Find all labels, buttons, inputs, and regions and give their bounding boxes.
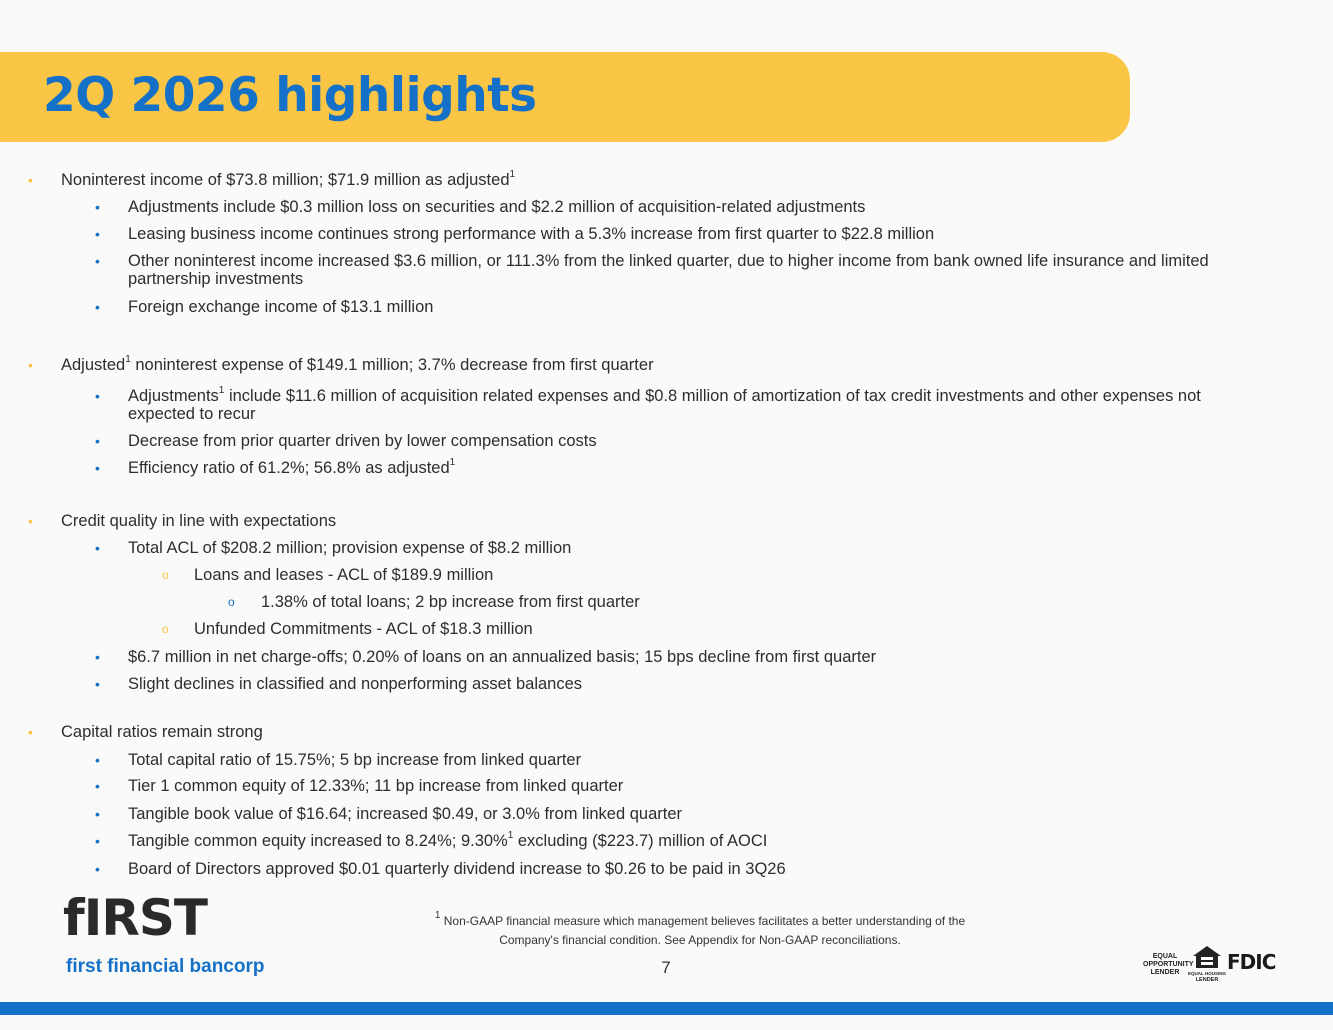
svg-text:EQUAL HOUSING: EQUAL HOUSING [1188, 971, 1226, 976]
sub-item: Other noninterest income increased $3.6 million, or 111.3% from the linked quarter, due to higher income from bank owned life insurance and limited partnership investments [128, 252, 1209, 288]
title-banner [0, 52, 1130, 142]
bullet-text: excluding ($223.7) million of AOCI [513, 832, 768, 850]
sub-item: Leasing business income continues strong performance with a 5.3% increase from first quarter to $22.8 million [128, 225, 935, 243]
sub-item: Tier 1 common equity of 12.33%; 11 bp increase from linked quarter [128, 777, 624, 795]
sub-bullet: • [95, 778, 100, 794]
sub-bullet: • [95, 299, 100, 315]
company-name: first financial bancorp [66, 956, 265, 977]
svg-text:LENDER: LENDER [1195, 977, 1219, 983]
sub-bullet: • [95, 649, 100, 665]
footnote-ref: 1 [434, 910, 441, 921]
bullet-noninterest-income [61, 171, 515, 189]
sub-bullet: • [95, 861, 100, 877]
bullet: • [28, 172, 33, 188]
equal-housing-lender-icon [1188, 944, 1226, 983]
bottom-bar [0, 1002, 1333, 1015]
sub-bullet: • [95, 540, 100, 556]
sub-bullet: • [95, 833, 100, 849]
footnote [400, 912, 1000, 950]
sub-sub-bullet: o [162, 568, 169, 582]
page-number: 7 [661, 958, 671, 977]
sub-sub-sub-item: 1.38% of total loans; 2 bp increase from first quarter [261, 593, 640, 611]
sub-item: Total capital ratio of 15.75%; 5 bp increase from linked quarter [128, 751, 582, 769]
bullet-text: Tangible common equity increased to 8.24%; 9.30% [128, 832, 508, 850]
sub-bullet: • [95, 199, 100, 215]
sub-item [128, 832, 767, 850]
bullet: • [28, 724, 33, 740]
sub-item: Total ACL of $208.2 million; provision expense of $8.2 million [128, 539, 572, 557]
sub-bullet: • [95, 226, 100, 242]
sub-bullet: • [95, 752, 100, 768]
bullet: • [28, 357, 33, 373]
footnote-ref: 1 [218, 385, 225, 396]
footnote-text: Company's financial condition. See Appendix for Non-GAAP reconciliations. [499, 933, 901, 947]
sub-item: Decrease from prior quarter driven by lower compensation costs [128, 432, 597, 450]
sub-bullet: • [95, 253, 100, 269]
bullet: • [28, 513, 33, 529]
sub-bullet: • [95, 433, 100, 449]
sub-item: Adjustments include $0.3 million loss on securities and $2.2 million of acquisition-related adjustments [128, 198, 866, 216]
bullet-text: noninterest expense of $149.1 million; 3.7% decrease from first quarter [130, 356, 654, 374]
footnote-text: Non-GAAP financial measure which management believes facilitates a better understanding of the [440, 914, 966, 928]
sub-sub-item: Unfunded Commitments - ACL of $18.3 million [194, 620, 533, 638]
bullet-credit: Credit quality in line with expectations [61, 512, 337, 530]
sub-item: Slight declines in classified and nonperforming asset balances [128, 675, 583, 693]
first-logo: fIRST [63, 889, 207, 947]
bullet-text: include $11.6 million of acquisition related expenses and $0.8 million of amortization of tax credit investments and other expenses not expected to recur [128, 387, 1201, 423]
sub-item: Tangible book value of $16.64; increased $0.49, or 3.0% from linked quarter [128, 805, 683, 823]
fdic-logo: FDIC [1227, 950, 1276, 974]
sub-bullet: • [95, 806, 100, 822]
bullet-text: Adjusted [61, 356, 126, 374]
sub-bullet: • [95, 460, 100, 476]
sub-item: Board of Directors approved $0.01 quarterly dividend increase to $0.26 to be paid in 3Q26 [128, 860, 786, 878]
sub-item [128, 387, 1258, 423]
bullet-text: Efficiency ratio of 61.2%; 56.8% as adjusted [128, 459, 450, 477]
sub-sub-bullet: o [162, 622, 169, 636]
page-title: 2Q 2026 highlights [43, 68, 537, 123]
bullet-expense [61, 356, 654, 374]
bullet-text: Adjustments [128, 387, 219, 405]
sub-bullet: • [95, 388, 100, 404]
bullet-text: Noninterest income of $73.8 million; $71.9 million as adjusted [61, 171, 510, 189]
footnote-ref: 1 [509, 169, 516, 180]
sub-item: Foreign exchange income of $13.1 million [128, 298, 434, 316]
sub-sub-item: Loans and leases - ACL of $189.9 million [194, 566, 494, 584]
footnote-ref: 1 [507, 830, 514, 841]
sub-sub-sub-bullet: o [228, 595, 235, 609]
footnote-ref: 1 [449, 457, 456, 468]
equal-opportunity-lender-icon: EQUAL OPPORTUNITY LENDER [1143, 953, 1194, 976]
footnote-ref: 1 [125, 354, 131, 365]
sub-bullet: • [95, 676, 100, 692]
sub-item [128, 459, 455, 477]
bullet-capital: Capital ratios remain strong [61, 723, 263, 741]
sub-item: $6.7 million in net charge-offs; 0.20% of loans on an annualized basis; 15 bps decline from first quarter [128, 648, 877, 666]
